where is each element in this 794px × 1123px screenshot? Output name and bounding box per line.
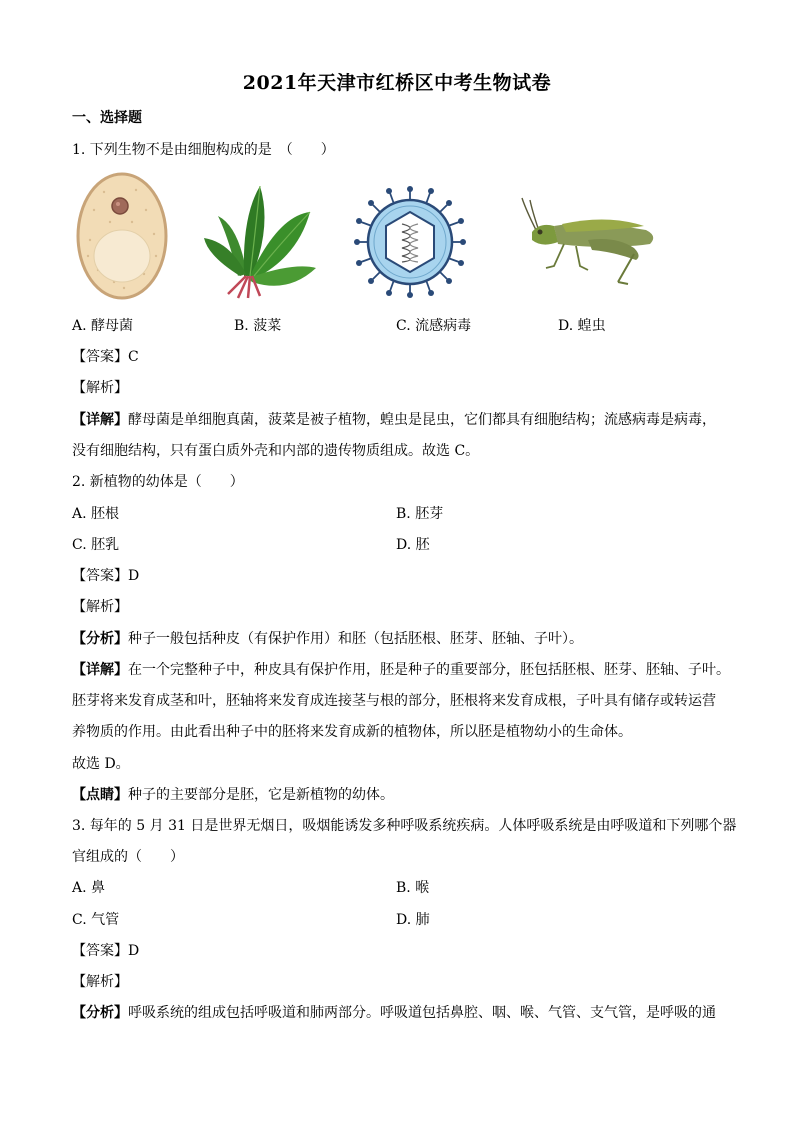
q2-conclusion: 故选 D。: [72, 756, 130, 772]
yeast-cell-icon: [74, 170, 170, 302]
q1-detail-line-1: 【详解】酵母菌是单细胞真菌，菠菜是被子植物，蝗虫是昆虫，它们都具有细胞结构；流感病毒是病毒，: [72, 412, 716, 428]
q1-detail-line-2: 没有细胞结构，只有蛋白质外壳和内部的遗传物质组成。故选 C。: [72, 443, 480, 459]
q1-option-c: C. 流感病毒: [396, 318, 472, 334]
q3-option-d: D. 肺: [396, 912, 430, 928]
question-2-stem: 2. 新植物的幼体是（ ）: [72, 474, 244, 490]
q2-dianjing: 【点睛】种子的主要部分是胚，它是新植物的幼体。: [72, 787, 394, 803]
q2-detail-line-3: 养物质的作用。由此看出种子中的胚将来发育成新的植物体，所以胚是植物幼小的生命体。: [72, 724, 632, 740]
q3-option-c: C. 气管: [72, 912, 120, 928]
question-1-stem: 1. 下列生物不是由细胞构成的是 （ ）: [72, 142, 335, 158]
q1-option-b: B. 菠菜: [234, 318, 282, 334]
q1-detail-tag: 【详解】: [72, 412, 128, 428]
q2-fenxi: 【分析】种子一般包括种皮（有保护作用）和胚（包括胚根、胚芽、胚轴、子叶）。: [72, 631, 583, 647]
grasshopper-icon: [518, 196, 664, 288]
q2-option-a: A. 胚根: [72, 506, 120, 522]
question-3-stem-line-1: 3. 每年的 5 月 31 日是世界无烟日，吸烟能诱发多种呼吸系统疾病。人体呼吸系统是由呼吸道和下列哪个器: [72, 818, 737, 834]
q2-option-c: C. 胚乳: [72, 537, 120, 553]
q2-option-b: B. 胚芽: [396, 506, 444, 522]
q2-answer: 【答案】D: [72, 568, 140, 584]
q3-answer: 【答案】D: [72, 943, 140, 959]
q2-detail-line-2: 胚芽将来发育成茎和叶，胚轴将来发育成连接茎与根的部分，胚根将来发育成根，子叶具有储存或转运营: [72, 693, 716, 709]
q2-option-d: D. 胚: [396, 537, 430, 553]
q3-analysis-label: 【解析】: [72, 974, 128, 990]
spinach-icon: [198, 176, 322, 300]
q3-option-a: A. 鼻: [72, 880, 106, 896]
q3-option-b: B. 喉: [396, 880, 430, 896]
question-3-stem-line-2: 官组成的（ ）: [72, 849, 184, 865]
q2-analysis-label: 【解析】: [72, 599, 128, 615]
q1-option-a: A. 酵母菌: [72, 318, 134, 334]
q1-analysis-label: 【解析】: [72, 380, 128, 396]
q1-option-d: D. 蝗虫: [558, 318, 606, 334]
page-title: 2021年天津市红桥区中考生物试卷: [242, 72, 552, 94]
q3-fenxi: 【分析】呼吸系统的组成包括呼吸道和肺两部分。呼吸道包括鼻腔、咽、喉、气管、支气管，是呼吸的通: [72, 1005, 716, 1021]
q1-answer: 【答案】C: [72, 349, 139, 365]
influenza-virus-icon: [352, 184, 468, 300]
q2-detail-line-1: 【详解】在一个完整种子中，种皮具有保护作用，胚是种子的重要部分，胚包括胚根、胚芽、胚轴、子叶。: [72, 662, 730, 678]
section-heading: 一、选择题: [72, 110, 142, 126]
